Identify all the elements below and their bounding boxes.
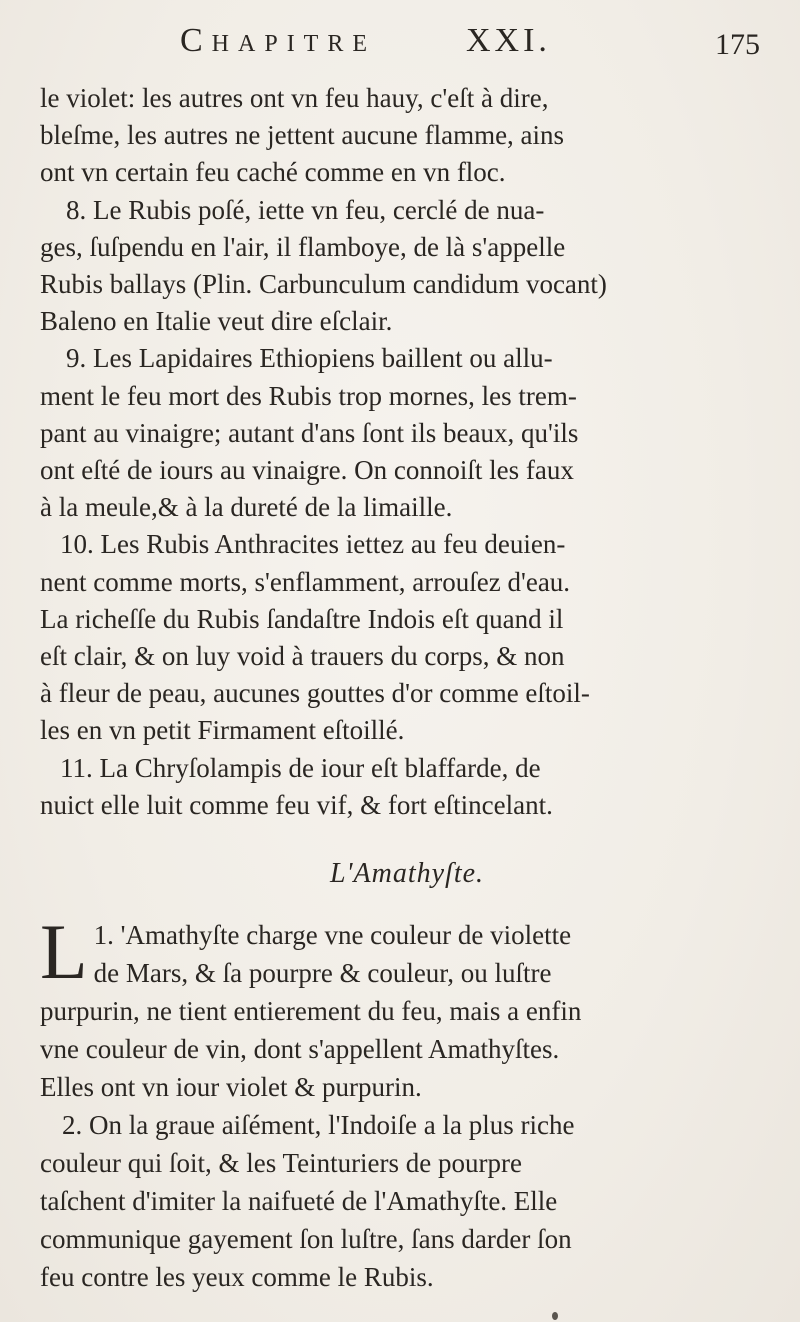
chapter-number: XXI. xyxy=(466,22,551,59)
text-line: purpurin, ne tient entierement du feu, mais a enfin xyxy=(40,996,582,1027)
text-line: vne couleur de vin, dont s'appellent Amathyſtes. xyxy=(40,1034,560,1065)
running-head xyxy=(40,22,774,80)
text-line: couleur qui ſoit, & les Teinturiers de pourpre xyxy=(40,1148,522,1179)
text-line: 1. 'Amathyſte charge vne couleur de violette xyxy=(93,920,572,951)
text-line: les en vn petit Firmament eſtoillé. xyxy=(40,715,405,746)
text-line: 11. La Chryſolampis de iour eſt blaffarde, de xyxy=(60,752,541,783)
text-line: ment le feu mort des Rubis trop mornes, les trem- xyxy=(40,380,577,411)
text-line: à fleur de peau, aucunes gouttes d'or comme eſtoil- xyxy=(40,678,590,709)
text-line: nuict elle luit comme feu vif, & fort eſtincelant. xyxy=(40,789,553,820)
text-line: 2. On la graue aiſément, l'Indoiſe a la plus riche xyxy=(62,1110,575,1141)
text-line: taſchent d'imiter la naifueté de l'Amathyſte. Elle xyxy=(40,1186,558,1217)
text-line: ont vn certain feu caché comme en vn floc. xyxy=(40,157,506,188)
text-line: Baleno en Italie veut dire eſclair. xyxy=(40,306,393,337)
ink-speck xyxy=(552,1312,558,1320)
text-line: bleſme, les autres ne jettent aucune flamme, ains xyxy=(40,120,565,151)
text-line: nent comme morts, s'enflamment, arrouſez d'eau. xyxy=(40,566,571,597)
text-line: à la meule,& à la dureté de la limaille. xyxy=(40,492,453,523)
text-line: le violet: les autres ont vn feu hauy, c'eſt à dire, xyxy=(40,83,549,113)
text-line: 9. Les Lapidaires Ethiopiens baillent ou allu- xyxy=(66,343,553,374)
text-line: de Mars, & ſa pourpre & couleur, ou luſtre xyxy=(93,958,552,989)
section-heading: L'Amathyſte. xyxy=(329,858,485,890)
text-line: ont eſté de iours au vinaigre. On connoiſt les faux xyxy=(40,455,574,486)
body-text xyxy=(40,80,774,824)
drop-cap: L xyxy=(40,908,88,996)
text-line: La richeſſe du Rubis ſandaſtre Indois eſt quand il xyxy=(40,603,564,634)
text-line: Rubis ballays (Plin. Carbunculum candidum vocant) xyxy=(40,269,607,300)
text-line: 10. Les Rubis Anthracites iettez au feu deuien- xyxy=(60,529,566,560)
chapter-title: Chapitre xyxy=(180,22,377,59)
text-line: ges, ſuſpendu en l'air, il flamboye, de là s'appelle xyxy=(40,231,566,262)
text-line: communique gayement ſon luſtre, ſans darder ſon xyxy=(40,1224,572,1255)
text-line: 8. Le Rubis poſé, iette vn feu, cerclé de nua- xyxy=(66,194,545,225)
text-line: eſt clair, & on luy void à trauers du corps, & non xyxy=(40,641,565,672)
page-number: 175 xyxy=(715,28,760,61)
text-line: feu contre les yeux comme le Rubis. xyxy=(40,1262,434,1293)
text-line: Elles ont vn iour violet & purpurin. xyxy=(40,1072,422,1103)
text-line: pant au vinaigre; autant d'ans ſont ils beaux, qu'ils xyxy=(40,417,579,448)
amethyst-section-text xyxy=(40,908,774,1296)
